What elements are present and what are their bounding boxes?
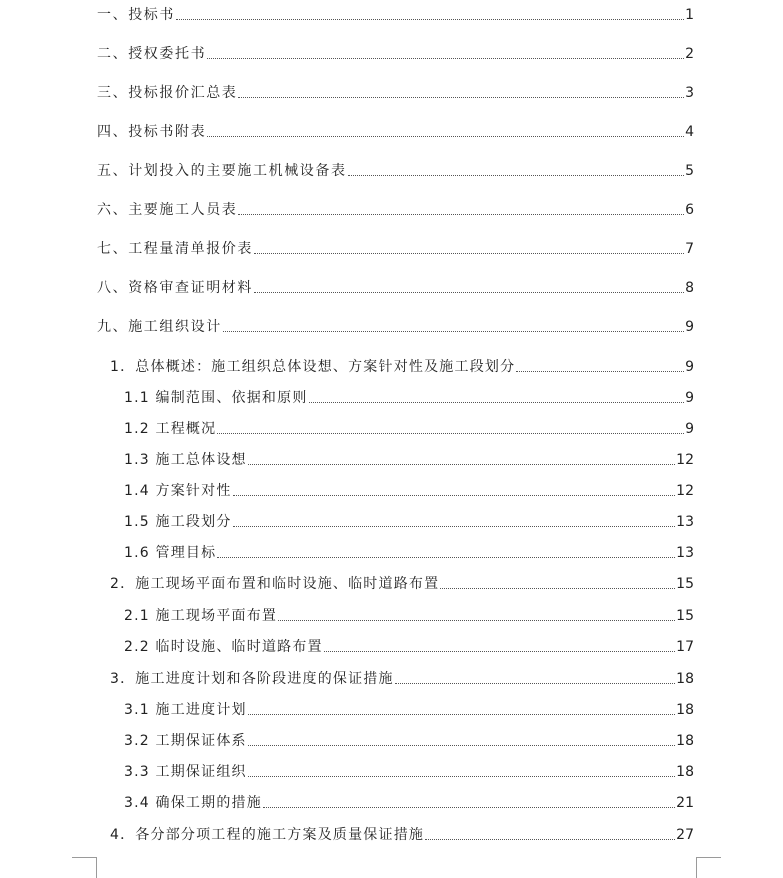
toc-entry[interactable] xyxy=(97,162,694,180)
toc-entry-label: 1．总体概述：施工组织总体设想、方案针对性及施工段划分 xyxy=(110,359,516,375)
toc-entry[interactable] xyxy=(110,358,694,376)
toc-entry-label: 九、施工组织设计 xyxy=(97,319,222,335)
toc-page-number: 12 xyxy=(676,452,694,468)
toc-page-number: 18 xyxy=(676,733,694,749)
toc-entry-label: 2.1 施工现场平面布置 xyxy=(124,608,278,624)
toc-entry-label: 七、工程量清单报价表 xyxy=(97,241,253,257)
dot-leader xyxy=(516,370,684,372)
toc-page-number: 18 xyxy=(676,671,694,687)
toc-entry-label: 八、资格审查证明材料 xyxy=(97,280,253,296)
toc-page-number: 18 xyxy=(676,764,694,780)
toc-page-number: 9 xyxy=(685,319,694,335)
page-corner-mark-right xyxy=(696,857,721,878)
page-corner-mark-left xyxy=(72,857,97,878)
dot-leader xyxy=(223,330,684,332)
toc-entry-label: 3.2 工期保证体系 xyxy=(124,733,247,749)
toc-page-number: 27 xyxy=(676,827,694,843)
toc-page-number: 21 xyxy=(676,795,694,811)
dot-leader xyxy=(425,838,675,840)
toc-page-number: 9 xyxy=(685,421,694,437)
toc-page-number: 15 xyxy=(676,608,694,624)
toc-entry[interactable] xyxy=(124,420,694,438)
dot-leader xyxy=(440,587,675,589)
toc-entry[interactable] xyxy=(97,123,694,141)
toc-page-number: 13 xyxy=(676,545,694,561)
dot-leader xyxy=(278,619,675,621)
dot-leader xyxy=(207,57,684,59)
toc-page-number: 8 xyxy=(685,280,694,296)
dot-leader xyxy=(248,463,675,465)
toc-entry[interactable] xyxy=(97,201,694,219)
toc-entry[interactable] xyxy=(124,638,694,656)
toc-entry[interactable] xyxy=(97,279,694,297)
dot-leader xyxy=(248,744,675,746)
dot-leader xyxy=(238,96,684,98)
toc-page-number: 9 xyxy=(685,359,694,375)
toc-entry[interactable] xyxy=(124,513,694,531)
dot-leader xyxy=(217,556,675,558)
dot-leader xyxy=(248,713,675,715)
toc-entry-label: 1.6 管理目标 xyxy=(124,545,217,561)
toc-page-number: 6 xyxy=(685,202,694,218)
toc-entry[interactable] xyxy=(124,732,694,750)
dot-leader xyxy=(263,806,675,808)
dot-leader xyxy=(324,650,675,652)
toc-entry-label: 2．施工现场平面布置和临时设施、临时道路布置 xyxy=(110,576,440,592)
toc-entry-label: 1.3 施工总体设想 xyxy=(124,452,247,468)
toc-page-number: 18 xyxy=(676,702,694,718)
toc-entry-label: 1.1 编制范围、依据和原则 xyxy=(124,390,308,406)
toc-entry[interactable] xyxy=(110,575,694,593)
dot-leader xyxy=(233,525,676,527)
toc-page-number: 2 xyxy=(685,46,694,62)
toc-entry-label: 1.4 方案针对性 xyxy=(124,483,232,499)
toc-entry[interactable] xyxy=(124,544,694,562)
dot-leader xyxy=(207,135,684,137)
toc-entry[interactable] xyxy=(110,670,694,688)
toc-entry-label: 五、计划投入的主要施工机械设备表 xyxy=(97,163,347,179)
toc-entry[interactable] xyxy=(124,701,694,719)
toc-page-number: 15 xyxy=(676,576,694,592)
toc-entry-label: 三、投标报价汇总表 xyxy=(97,85,238,101)
toc-entry[interactable] xyxy=(124,482,694,500)
toc-entry[interactable] xyxy=(124,763,694,781)
toc-page-number: 1 xyxy=(685,7,694,23)
toc-entry-label: 一、投标书 xyxy=(97,7,175,23)
toc-page-number: 3 xyxy=(685,85,694,101)
toc-entry[interactable] xyxy=(97,6,694,24)
toc-page-number: 17 xyxy=(676,639,694,655)
dot-leader xyxy=(395,682,675,684)
dot-leader xyxy=(176,18,684,20)
toc-page-number: 7 xyxy=(685,241,694,257)
toc-entry[interactable] xyxy=(124,451,694,469)
dot-leader xyxy=(217,432,684,434)
toc-entry-label: 2.2 临时设施、临时道路布置 xyxy=(124,639,323,655)
toc-entry-label: 六、主要施工人员表 xyxy=(97,202,238,218)
dot-leader xyxy=(233,494,676,496)
toc-page-number: 12 xyxy=(676,483,694,499)
toc-entry-label: 二、授权委托书 xyxy=(97,46,207,62)
dot-leader xyxy=(248,775,675,777)
toc-entry-label: 3.1 施工进度计划 xyxy=(124,702,247,718)
toc-entry[interactable] xyxy=(97,45,694,63)
dot-leader xyxy=(309,401,685,403)
toc-entry[interactable] xyxy=(97,84,694,102)
dot-leader xyxy=(238,213,684,215)
dot-leader xyxy=(254,291,684,293)
toc-entry-label: 3.4 确保工期的措施 xyxy=(124,795,262,811)
toc-entry-label: 3．施工进度计划和各阶段进度的保证措施 xyxy=(110,671,394,687)
dot-leader xyxy=(348,174,684,176)
toc-entry-label: 1.2 工程概况 xyxy=(124,421,217,437)
toc-entry-label: 3.3 工期保证组织 xyxy=(124,764,247,780)
toc-entry[interactable] xyxy=(124,607,694,625)
toc-entry[interactable] xyxy=(110,826,694,844)
toc-page-number: 5 xyxy=(685,163,694,179)
toc-entry-label: 四、投标书附表 xyxy=(97,124,207,140)
toc-entry[interactable] xyxy=(124,389,694,407)
toc-entry[interactable] xyxy=(97,318,694,336)
toc-page-number: 9 xyxy=(685,390,694,406)
dot-leader xyxy=(254,252,684,254)
toc-page-number: 13 xyxy=(676,514,694,530)
toc-page-number: 4 xyxy=(685,124,694,140)
toc-entry-label: 1.5 施工段划分 xyxy=(124,514,232,530)
toc-entry[interactable] xyxy=(124,794,694,812)
toc-entry-label: 4．各分部分项工程的施工方案及质量保证措施 xyxy=(110,827,425,843)
toc-entry[interactable] xyxy=(97,240,694,258)
